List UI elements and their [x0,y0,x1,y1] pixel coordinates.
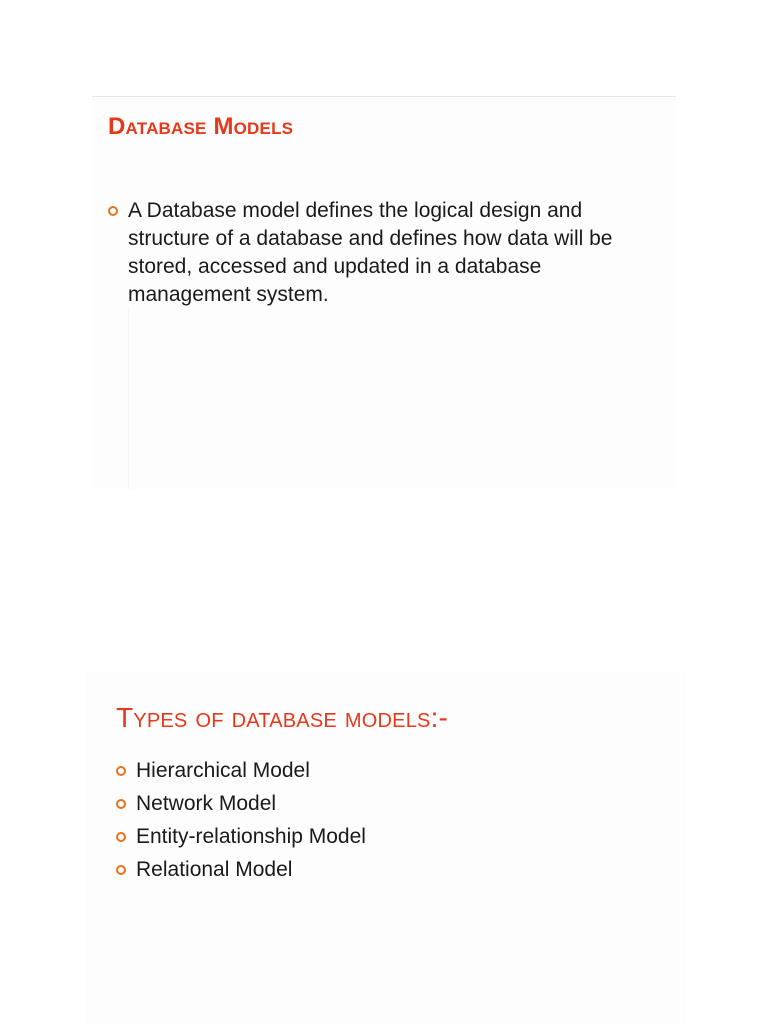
bullet-text: Relational Model [136,858,293,881]
divider [128,307,129,489]
list-item [116,787,656,820]
slide-database-models [92,96,676,489]
bullet-list [116,754,656,886]
slide-title: Database Models [108,113,294,140]
bullet-text: A Database model defines the logical design and structure of a database and defines how data will be stored, accessed and updated in a database management system. [128,199,613,306]
list-item [116,820,656,853]
bullet-icon [116,832,126,842]
list-item [116,853,656,886]
bullet-text: Entity-relationship Model [136,825,366,848]
slide-title: Types of database models:- [116,702,449,733]
list-item [116,754,656,787]
bullet-icon [108,206,118,216]
bullet-icon [116,766,126,776]
list-item [108,197,648,309]
bullet-text: Network Model [136,792,277,815]
bullet-text: Hierarchical Model [136,759,310,782]
bullet-list [108,197,648,309]
bullet-icon [116,799,126,809]
bullet-icon [116,865,126,875]
slide-types-of-models [86,672,686,1024]
